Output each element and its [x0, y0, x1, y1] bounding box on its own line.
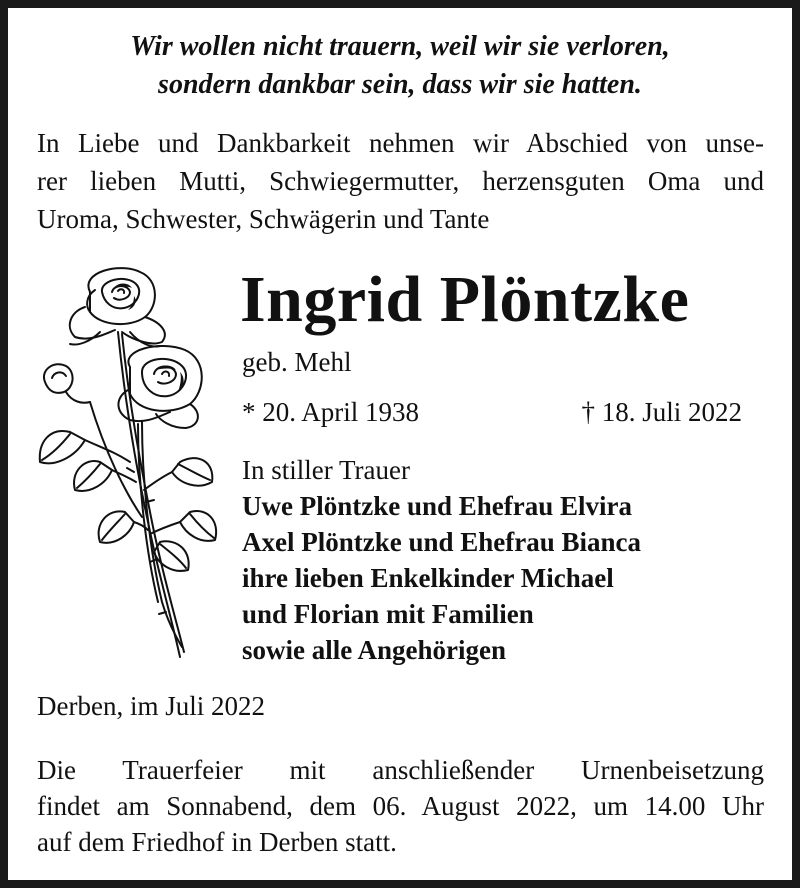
motto-line-2: sondern dankbar sein, dass wir sie hatten.	[158, 69, 642, 100]
birth-name: geb. Mehl	[242, 347, 352, 377]
rose-icon	[30, 262, 220, 662]
mourners-lead: In stiller Trauer	[242, 455, 410, 485]
funeral-line-2: findet am Sonnabend, dem 06. August 2022, um 14.00 Uhr	[37, 791, 764, 821]
intro-line-1: In Liebe und Dankbarkeit nehmen wir Abschied von unse-	[37, 128, 764, 158]
funeral-line-1: Die Trauerfeier mit anschließender Urnenbeisetzung	[37, 755, 764, 785]
intro-line-3: Uroma, Schwester, Schwägerin und Tante	[37, 204, 490, 234]
funeral-line-3: auf dem Friedhof in Derben statt.	[37, 827, 397, 857]
mourner-line: ihre lieben Enkelkinder Michael	[242, 563, 614, 593]
mourner-line: Axel Plöntzke und Ehefrau Bianca	[242, 527, 642, 557]
deceased-name: Ingrid Plöntzke	[240, 263, 690, 336]
mourners	[242, 452, 641, 668]
death-date: † 18. Juli 2022	[581, 397, 742, 427]
motto-line-1: Wir wollen nicht trauern, weil wir sie verloren,	[130, 31, 670, 62]
intro-text	[37, 124, 764, 238]
mourner-line: sowie alle Angehörigen	[242, 635, 506, 665]
intro-line-2: rer lieben Mutti, Schwiegermutter, herzensguten Oma und	[37, 166, 764, 196]
mourner-line: Uwe Plöntzke und Ehefrau Elvira	[242, 491, 633, 521]
birth-date: * 20. April 1938	[242, 397, 420, 427]
funeral-info	[37, 752, 764, 860]
motto	[0, 28, 800, 104]
place-date: Derben, im Juli 2022	[37, 691, 265, 721]
mourner-line: und Florian mit Familien	[242, 599, 534, 629]
